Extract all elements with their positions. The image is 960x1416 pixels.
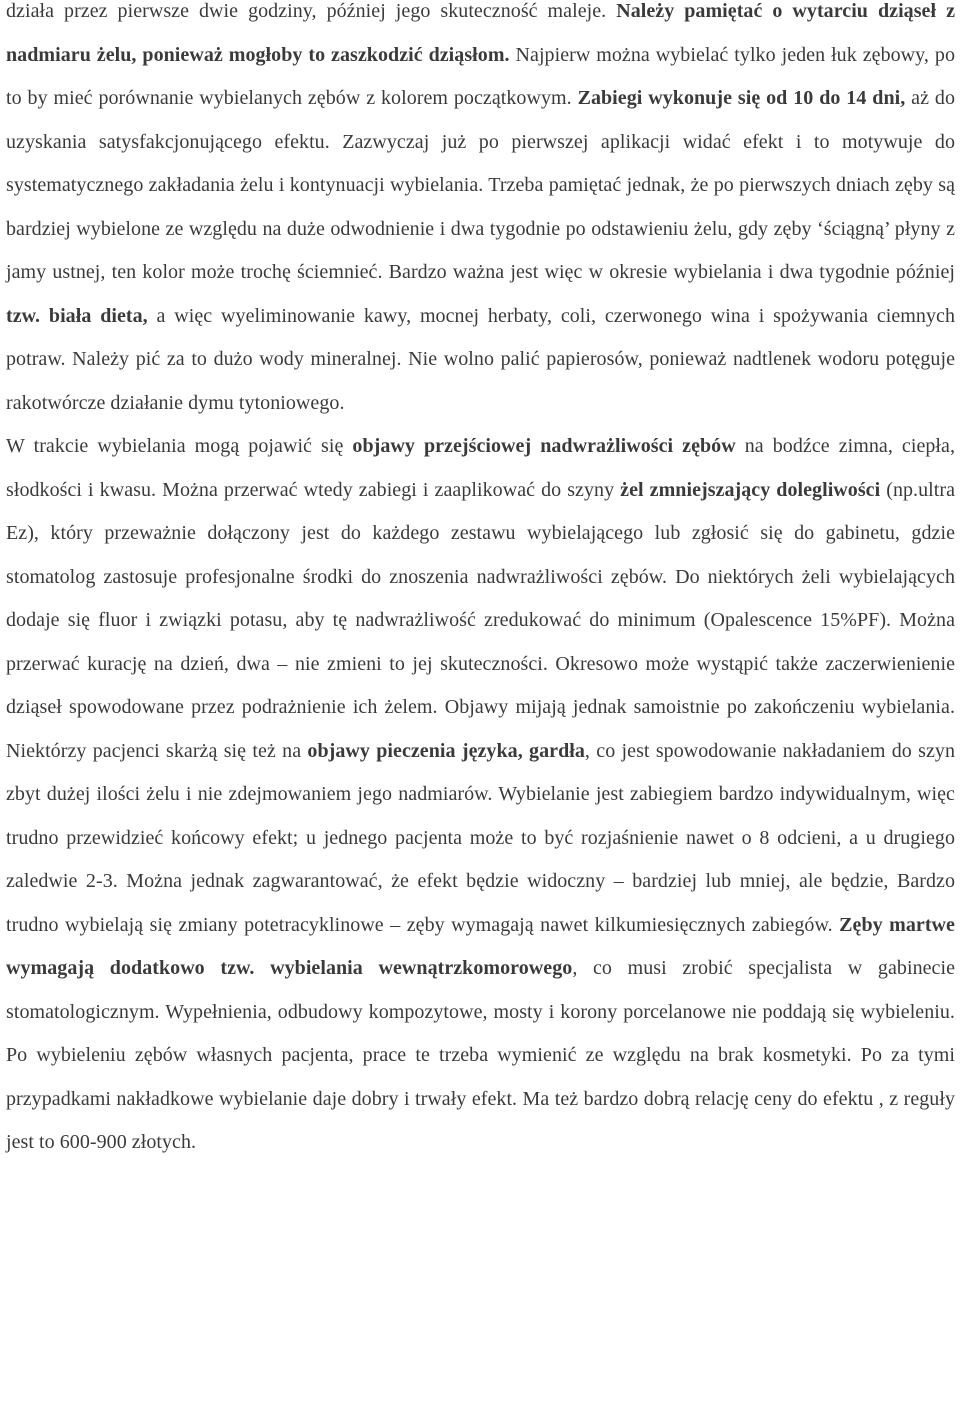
bold-text-segment: Zęby martwe wymagają dodatkowo tzw. wybielania wewnątrzkomorowego bbox=[6, 913, 955, 979]
text-segment: działa przez pierwsze dwie godziny, później jego skuteczność maleje. bbox=[6, 0, 617, 22]
paragraph-side-effects bbox=[6, 425, 955, 1165]
text-segment: (np.ultra Ez), który przeważnie dołączony jest do każdego zestawu wybielającego lub zgłosić się do gabinetu, gdzie stomatolog zastosuje profesjonalne środki do znoszenia nadwrażliwości zębów. Do niektórych żeli wybielających dodaje się fluor i związki potasu, aby tę nadwrażliwość zredukować do minimum (Opalescence 15%PF). Można przerwać kurację na dzień, dwa – nie zmieni to jej skuteczności. Okresowo może wystąpić także zaczerwienienie dziąseł spowodowane przez podrażnienie ich żelem. Objawy mijają jednak samoistnie po zakończeniu wybielania. Niektórzy pacjenci skarżą się też na bbox=[6, 478, 956, 762]
paragraph-whitening-procedure bbox=[6, 0, 955, 425]
bold-text-segment: objawy przejściowej nadwrażliwości zębów bbox=[352, 435, 736, 457]
bold-text-segment: żel zmniejszający dolegliwości bbox=[620, 478, 881, 501]
text-segment: aż do uzyskania satysfakcjonującego efektu. Zazwyczaj już po pierwszej aplikacji widać efekt i to motywuje do systematycznego zakładania żelu i kontynuacji wybielania. Trzeba pamiętać jednak, że po pierwszych dniach zęby są bardziej wybielone ze względu na duże odwodnienie i dwa tygodnie po odstawieniu żelu, gdy zęby ‘ściągną’ płyny z jamy ustnej, ten kolor może trochę ściemnieć. Bardzo ważna jest więc w okresie wybielania i dwa tygodnie później bbox=[6, 87, 956, 283]
text-segment: Najpierw można wybielać tylko jeden łuk zębowy, po to by mieć porównanie wybielanych zębów z kolorem początkowym. bbox=[6, 43, 955, 109]
bold-text-segment: Należy pamiętać o wytarciu dziąseł z nadmiaru żelu, ponieważ mogłoby to zaszkodzić dziąsłom. bbox=[6, 0, 955, 66]
text-segment: , co jest spowodowanie nakładaniem do szyn zbyt dużej ilości żelu i nie zdejmowaniem jego nadmiarów. Wybielanie jest zabiegiem bardzo indywidualnym, więc trudno przewidzieć końcowy efekt; u jednego pacjenta może to być rozjaśnienie nawet o 8 odcieni, a u drugiego zaledwie 2-3. Można jednak zagwarantować, że efekt będzie widoczny – bardziej lub mniej, ale będzie, Bardzo trudno wybielają się zmiany potetracyklinowe – zęby wymagają nawet kilkumiesięcznych zabiegów. bbox=[6, 739, 955, 936]
text-segment: na bodźce zimna, ciepła, słodkości i kwasu. Można przerwać wtedy zabiegi i zaaplikować do szyny bbox=[6, 435, 956, 501]
bold-text-segment: Zabiegi wykonuje się od 10 do 14 dni, bbox=[577, 87, 906, 109]
bold-text-segment: objawy pieczenia języka, gardła bbox=[307, 739, 585, 762]
text-segment: a więc wyeliminowanie kawy, mocnej herbaty, coli, czerwonego wina i spożywania ciemnych potraw. Należy pić za to dużo wody mineralnej. Nie wolno palić papierosów, ponieważ nadtlenek wodoru potęguje rakotwórcze działanie dymu tytoniowego. bbox=[6, 304, 955, 414]
text-segment: , co musi zrobić specjalista w gabinecie stomatologicznym. Wypełnienia, odbudowy kompozytowe, mosty i korony porcelanowe nie poddają się wybieleniu. Po wybieleniu zębów własnych pacjenta, prace te trzeba wymienić ze względu na brak kosmetyki. Po za tymi przypadkami nakładkowe wybielanie daje dobry i trwały efekt. Ma też bardzo dobrą relację ceny do efektu , z reguły jest to 600-900 złotych. bbox=[6, 957, 956, 1153]
bold-text-segment: tzw. biała dieta, bbox=[6, 304, 148, 327]
text-segment: W trakcie wybielania mogą pojawić się bbox=[6, 435, 353, 457]
